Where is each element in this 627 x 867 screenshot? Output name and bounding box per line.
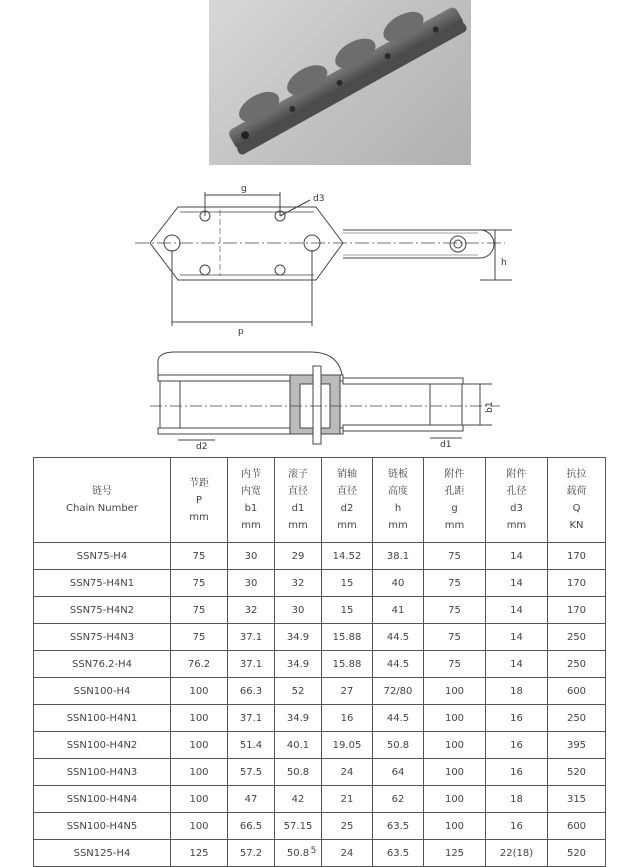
table-cell: 16: [486, 813, 548, 840]
table-cell: 25: [322, 813, 373, 840]
table-cell: 32: [275, 570, 322, 597]
header-pin-diameter: 销轴 直径 d2 mm: [322, 458, 373, 543]
chain-number-cell: SSN75-H4N2: [34, 597, 171, 624]
table-cell: 100: [424, 732, 486, 759]
table-cell: 170: [548, 543, 606, 570]
table-cell: 170: [548, 570, 606, 597]
table-cell: 125: [424, 840, 486, 867]
table-cell: 75: [171, 570, 228, 597]
header-roller-diameter: 滚子 直径 d1 mm: [275, 458, 322, 543]
table-cell: 34.9: [275, 705, 322, 732]
table-cell: 40: [373, 570, 424, 597]
table-cell: 44.5: [373, 624, 424, 651]
table-cell: 29: [275, 543, 322, 570]
table-cell: 52: [275, 678, 322, 705]
table-cell: 37.1: [228, 705, 275, 732]
chain-spec-table: [33, 457, 606, 867]
table-cell: 75: [424, 624, 486, 651]
table-cell: 250: [548, 705, 606, 732]
header-pitch: 节距 P mm: [171, 458, 228, 543]
table-row: [34, 813, 606, 840]
product-photo: [209, 0, 471, 165]
table-cell: 44.5: [373, 705, 424, 732]
table-cell: 100: [424, 759, 486, 786]
table-cell: 14: [486, 624, 548, 651]
header-attachment-hole-diameter: 附件 孔径 d3 mm: [486, 458, 548, 543]
chain-number-cell: SSN125-H4: [34, 840, 171, 867]
table-cell: 75: [424, 651, 486, 678]
table-cell: 100: [171, 786, 228, 813]
table-cell: 34.9: [275, 651, 322, 678]
header-attachment-hole-spacing: 附件 孔距 g mm: [424, 458, 486, 543]
table-cell: 30: [275, 597, 322, 624]
chain-number-cell: SSN100-H4N4: [34, 786, 171, 813]
table-cell: 63.5: [373, 813, 424, 840]
table-cell: 50.8: [373, 732, 424, 759]
table-cell: 16: [486, 759, 548, 786]
table-row: [34, 759, 606, 786]
table-cell: 47: [228, 786, 275, 813]
table-row: [34, 570, 606, 597]
table-cell: 600: [548, 678, 606, 705]
header-tensile-strength: 抗拉 载荷 Q KN: [548, 458, 606, 543]
table-cell: 30: [228, 570, 275, 597]
table-cell: 75: [171, 597, 228, 624]
chain-number-cell: SSN100-H4N1: [34, 705, 171, 732]
table-row: [34, 732, 606, 759]
chain-number-cell: SSN75-H4N3: [34, 624, 171, 651]
table-cell: 22(18): [486, 840, 548, 867]
table-cell: 100: [171, 813, 228, 840]
table-cell: 19.05: [322, 732, 373, 759]
table-cell: 520: [548, 759, 606, 786]
table-cell: 24: [322, 759, 373, 786]
chain-number-cell: SSN76.2-H4: [34, 651, 171, 678]
table-cell: 16: [322, 705, 373, 732]
table-cell: 14.52: [322, 543, 373, 570]
chain-number-cell: SSN100-H4N2: [34, 732, 171, 759]
table-cell: 100: [171, 759, 228, 786]
label-d3: d3: [313, 194, 325, 204]
chain-number-cell: SSN100-H4: [34, 678, 171, 705]
table-cell: 170: [548, 597, 606, 624]
table-cell: 14: [486, 651, 548, 678]
chain-number-cell: SSN75-H4: [34, 543, 171, 570]
table-cell: 15.88: [322, 624, 373, 651]
table-cell: 315: [548, 786, 606, 813]
table-cell: 50.8: [275, 840, 322, 867]
technical-drawing: [0, 170, 627, 455]
table-cell: 30: [228, 543, 275, 570]
table-cell: 66.5: [228, 813, 275, 840]
table-cell: 24: [322, 840, 373, 867]
table-cell: 14: [486, 597, 548, 624]
table-cell: 15.88: [322, 651, 373, 678]
chain-number-cell: SSN100-H4N5: [34, 813, 171, 840]
label-h: h: [501, 258, 507, 268]
table-cell: 15: [322, 597, 373, 624]
label-g: g: [241, 184, 247, 194]
table-cell: 76.2: [171, 651, 228, 678]
table-cell: 66.3: [228, 678, 275, 705]
table-cell: 42: [275, 786, 322, 813]
table-body: [34, 543, 606, 867]
chain-number-cell: SSN75-H4N1: [34, 570, 171, 597]
table-row: [34, 597, 606, 624]
label-b1: b1: [485, 401, 495, 413]
table-cell: 57.2: [228, 840, 275, 867]
table-cell: 37.1: [228, 624, 275, 651]
table-header-row: [34, 458, 606, 543]
table-cell: 100: [171, 678, 228, 705]
table-cell: 27: [322, 678, 373, 705]
label-d1: d1: [440, 440, 452, 450]
table-cell: 75: [424, 597, 486, 624]
table-cell: 75: [424, 543, 486, 570]
table-cell: 100: [424, 705, 486, 732]
table-row: [34, 705, 606, 732]
table-cell: 72/80: [373, 678, 424, 705]
table-cell: 100: [424, 678, 486, 705]
table-cell: 64: [373, 759, 424, 786]
table-row: [34, 786, 606, 813]
table-row: [34, 651, 606, 678]
table-cell: 41: [373, 597, 424, 624]
label-p: p: [238, 327, 244, 337]
table-cell: 14: [486, 543, 548, 570]
table-cell: 57.15: [275, 813, 322, 840]
table-cell: 15: [322, 570, 373, 597]
chain-number-cell: SSN100-H4N3: [34, 759, 171, 786]
table-cell: 100: [424, 786, 486, 813]
table-cell: 44.5: [373, 651, 424, 678]
table-cell: 250: [548, 624, 606, 651]
table-cell: 14: [486, 570, 548, 597]
table-cell: 57.5: [228, 759, 275, 786]
table-cell: 75: [424, 570, 486, 597]
table-cell: 63.5: [373, 840, 424, 867]
table-cell: 37.1: [228, 651, 275, 678]
table-cell: 16: [486, 732, 548, 759]
table-cell: 75: [171, 543, 228, 570]
table-cell: 395: [548, 732, 606, 759]
table-cell: 62: [373, 786, 424, 813]
table-cell: 600: [548, 813, 606, 840]
table-cell: 18: [486, 678, 548, 705]
table-row: [34, 543, 606, 570]
table-cell: 32: [228, 597, 275, 624]
table-cell: 75: [171, 624, 228, 651]
table-cell: 18: [486, 786, 548, 813]
header-chain-number: 链号 Chain Number: [34, 458, 171, 543]
chain-photo-illustration: [209, 0, 471, 165]
header-inner-width: 内节 内宽 b1 mm: [228, 458, 275, 543]
table-cell: 40.1: [275, 732, 322, 759]
table-cell: 250: [548, 651, 606, 678]
table-cell: 520: [548, 840, 606, 867]
table-cell: 21: [322, 786, 373, 813]
table-row: [34, 678, 606, 705]
table-row: [34, 624, 606, 651]
table-cell: 50.8: [275, 759, 322, 786]
label-d2: d2: [196, 442, 208, 452]
header-plate-height: 链板 高度 h mm: [373, 458, 424, 543]
table-cell: 51.4: [228, 732, 275, 759]
table-cell: 34.9: [275, 624, 322, 651]
table-cell: 16: [486, 705, 548, 732]
chain-dimension-drawing: [0, 170, 627, 455]
table-cell: 100: [171, 705, 228, 732]
table-cell: 125: [171, 840, 228, 867]
table-cell: 38.1: [373, 543, 424, 570]
page-number: 5: [310, 846, 317, 856]
table-cell: 100: [171, 732, 228, 759]
table-cell: 100: [424, 813, 486, 840]
